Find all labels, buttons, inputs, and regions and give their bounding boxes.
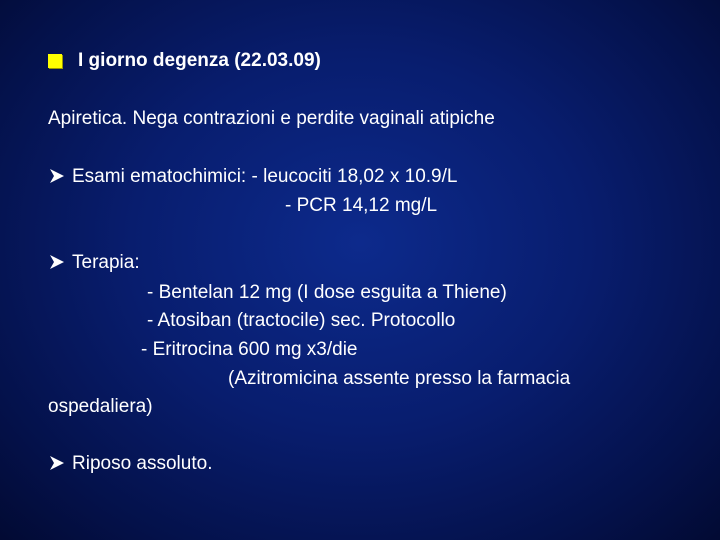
esami-line-2: - PCR 14,12 mg/L xyxy=(285,195,438,216)
arrow-bullet-icon xyxy=(48,167,66,185)
slide-title xyxy=(48,48,321,74)
title-text: I giorno degenza (22.03.09) xyxy=(78,50,321,71)
esami-text: Esami ematochimici: - leucociti 18,02 x 10.9/L xyxy=(72,166,458,187)
riposo-text: Riposo assoluto. xyxy=(72,453,213,474)
terapia-label: Terapia: xyxy=(72,252,140,273)
square-bullet-icon xyxy=(48,54,62,68)
terapia-item: - Eritrocina 600 mg x3/die xyxy=(141,339,358,360)
terapia-item: - Atosiban (tractocile) sec. Protocollo xyxy=(147,310,456,331)
arrow-bullet-icon xyxy=(48,454,66,472)
terapia-line xyxy=(48,252,140,274)
terapia-item: - Bentelan 12 mg (I dose esguita a Thiene) xyxy=(147,282,507,303)
esami-line xyxy=(48,166,457,188)
terapia-note: (Azitromicina assente presso la farmacia xyxy=(228,368,571,389)
intro-text: Apiretica. Nega contrazioni e perdite vaginali atipiche xyxy=(48,108,495,129)
riposo-line xyxy=(48,453,212,475)
terapia-note-cont: ospedaliera) xyxy=(48,396,153,417)
arrow-bullet-icon xyxy=(48,253,66,271)
